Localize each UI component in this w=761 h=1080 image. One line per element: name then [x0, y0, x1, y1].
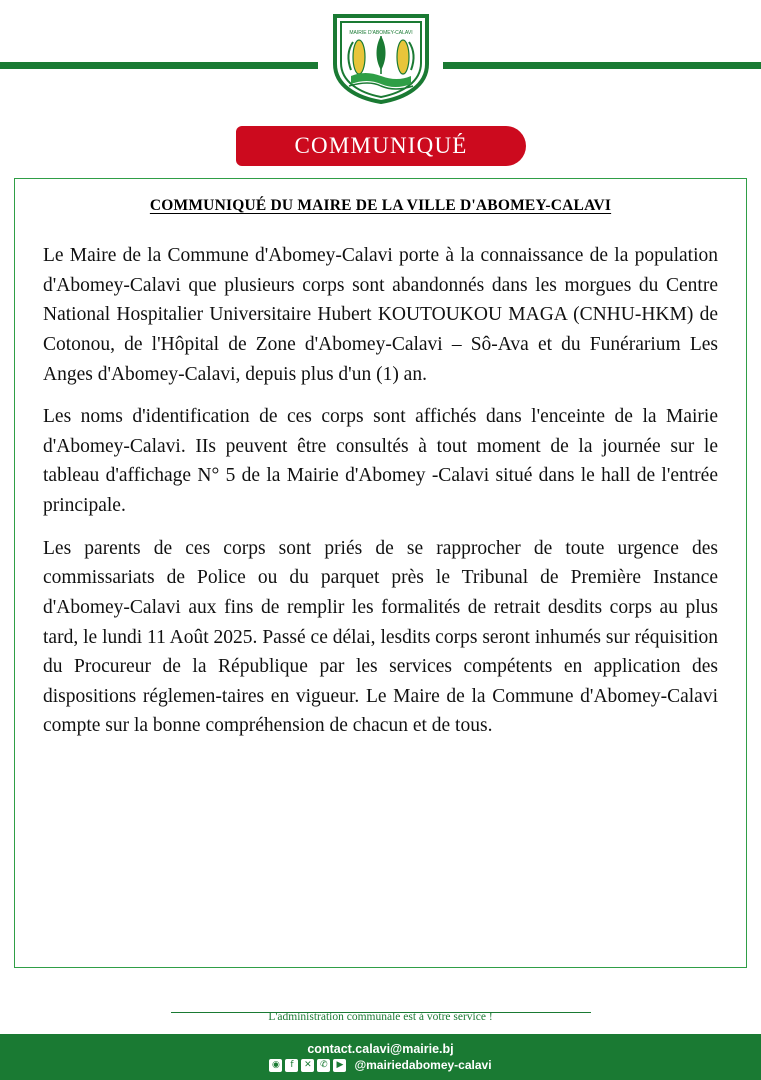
- paragraph-1: Le Maire de la Commune d'Abomey-Calavi porte à la connaissance de la population d'Abomey-Calavi que plusieurs corps sont abandonnés dans les morgues du Centre National Hospitalier Universitaire Hubert KOUTOUKOU MAGA (CNHU-HKM) de Cotonou, de l'Hôpital de Zone d'Abomey-Calavi – Sô-Ava et du Funérarium Les Anges d'Abomey-Calavi, depuis plus d'un (1) an.: [43, 245, 718, 385]
- contact-email[interactable]: contact.calavi@mairie.bj: [307, 1042, 454, 1056]
- communique-banner: [236, 126, 526, 166]
- paragraph-2: Les noms d'identification de ces corps sont affichés dans l'enceinte de la Mairie d'Abomey-Calavi. IIs peuvent être consultés à tout moment de la journée sur le tableau d'affichage N° 5 de la Mairie d'Abomey -Calavi situé dans le hall de l'entrée principale.: [43, 406, 718, 516]
- paragraph-3: Les parents de ces corps sont priés de se rapprocher de toute urgence des commissariats de Police ou du parquet près le Tribunal de Première Instance d'Abomey-Calavi aux fins de remplir les formalités de retrait desdits corps au plus tard, le lundi 11 Août 2025. Passé ce délai, lesdits corps seront inhumés sur réquisition du Procureur de la République par les services compétents en application des dispositions réglemen-taires en vigueur. Le Maire de la Commune d'Abomey-Calavi compte sur la bonne compréhension de chacun et de tous.: [43, 537, 718, 737]
- x-icon[interactable]: ✕: [301, 1059, 314, 1072]
- social-icons: [269, 1059, 346, 1072]
- coat-of-arms-icon: [325, 12, 437, 104]
- header-bar-left: [0, 62, 318, 69]
- social-handle[interactable]: @mairiedabomey-calavi: [354, 1058, 492, 1072]
- social-row: [269, 1058, 491, 1072]
- youtube-icon[interactable]: ▶: [333, 1059, 346, 1072]
- communique-content: [14, 178, 747, 968]
- header-bar-right: [443, 62, 761, 69]
- footer-service-note: L'administration communale est à votre service !: [268, 1011, 493, 1023]
- svg-text:MAIRIE D'ABOMEY-CALAVI: MAIRIE D'ABOMEY-CALAVI: [348, 30, 413, 36]
- instagram-icon[interactable]: ◉: [269, 1059, 282, 1072]
- banner-label: COMMUNIQUÉ: [294, 133, 468, 158]
- whatsapp-icon[interactable]: ✆: [317, 1059, 330, 1072]
- facebook-icon[interactable]: f: [285, 1059, 298, 1072]
- page-title: COMMUNIQUÉ DU MAIRE DE LA VILLE D'ABOMEY-CALAVI: [149, 197, 612, 214]
- footer-contact-band: [0, 1034, 761, 1080]
